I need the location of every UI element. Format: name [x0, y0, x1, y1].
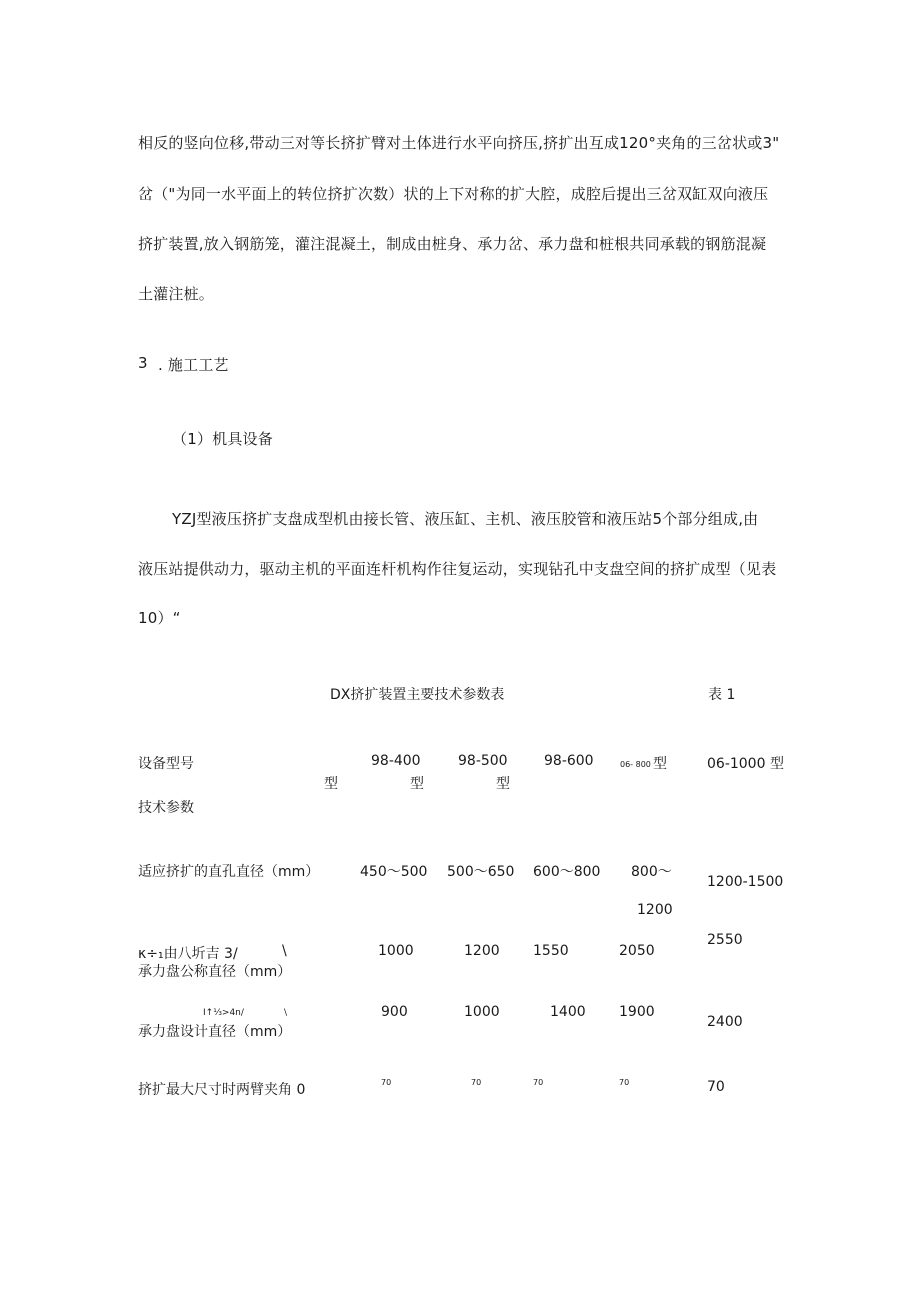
header-model-1: 98-400	[371, 753, 421, 769]
header-model-3-suffix: 型	[496, 776, 510, 792]
section-title: . 施工工艺	[158, 356, 229, 374]
header-label-model: 设备型号	[138, 756, 194, 772]
row-3-label: 承力盘设计直径（mm）	[138, 1024, 292, 1040]
header-model-5: 06-1000 型	[707, 756, 784, 772]
paragraph-2-line-2: 液压站提供动力，驱动主机的平面连杆机构作往复运动，实现钻孔中支盘空间的挤扩成型（见表	[138, 560, 777, 578]
table-caption: DX挤扩装置主要技术参数表	[330, 687, 505, 703]
header-model-4-prefix: 06- 800	[620, 760, 651, 769]
row-3-value-2: 1000	[464, 1004, 500, 1020]
row-2-garbled-mark: \	[282, 943, 287, 959]
paragraph-1-line-1: 相反的竖向位移,带动三对等长挤扩臂对土体进行水平向挤压,挤扩出互成120°夹角的三岔状或3"	[138, 134, 780, 152]
subsection-title: （1）机具设备	[172, 430, 273, 448]
row-4-value-5: 70	[707, 1079, 725, 1095]
paragraph-1-line-4: 土灌注桩。	[138, 285, 215, 303]
header-model-3: 98-600	[544, 753, 594, 769]
row-3-value-4: 1900	[619, 1004, 655, 1020]
row-4-value-3: 70	[533, 1078, 544, 1087]
row-1-value-5: 1200-1500	[707, 874, 784, 890]
paragraph-2-line-3: 10）“	[138, 609, 181, 627]
row-1-value-4-continued: 1200	[637, 902, 673, 918]
row-2-value-4: 2050	[619, 943, 655, 959]
row-3-garbled-mark: \	[284, 1008, 288, 1018]
row-2-garbled-label: κ÷₁由八圻吉 3/	[138, 946, 238, 962]
header-model-2-suffix: 型	[410, 776, 424, 792]
row-3-value-5: 2400	[707, 1014, 743, 1030]
header-model-4-suffix: 型	[653, 756, 667, 772]
row-3-value-3: 1400	[550, 1004, 586, 1020]
paragraph-1-line-3: 挤扩装置,放入钢筋笼，灌注混凝土，制成由桩身、承力岔、承力盘和桩根共同承载的钢筋混凝	[138, 235, 767, 253]
row-2-value-1: 1000	[378, 943, 414, 959]
header-model-1-suffix: 型	[324, 776, 338, 792]
header-label-params: 技术参数	[138, 800, 194, 816]
row-3-garbled-label: I↑⅓>4n/	[203, 1008, 244, 1018]
paragraph-1-line-2: 岔（"为同一水平面上的转位挤扩次数）状的上下对称的扩大腔，成腔后提出三岔双缸双向液压	[138, 185, 769, 203]
row-2-value-2: 1200	[464, 943, 500, 959]
row-4-value-1: 70	[381, 1078, 392, 1087]
row-2-value-3: 1550	[533, 943, 569, 959]
row-3-value-1: 900	[381, 1004, 408, 1020]
row-2-value-5: 2550	[707, 932, 743, 948]
row-1-value-4: 800～	[631, 864, 672, 880]
row-2-label: 承力盘公称直径（mm）	[138, 964, 292, 980]
row-1-value-3: 600～800	[533, 864, 601, 880]
row-4-value-4: 70	[619, 1078, 630, 1087]
table-number: 表 1	[708, 687, 736, 703]
row-1-value-1: 450～500	[360, 864, 428, 880]
row-4-label: 挤扩最大尺寸时两臂夹角 0	[138, 1082, 306, 1098]
section-number: 3	[138, 354, 148, 372]
row-4-value-2: 70	[471, 1078, 482, 1087]
row-1-value-2: 500～650	[447, 864, 515, 880]
row-1-label: 适应挤扩的直孔直径（mm）	[138, 864, 320, 880]
paragraph-2-line-1: YZJ型液压挤扩支盘成型机由接长管、液压缸、主机、液压胶管和液压站5个部分组成,由	[172, 510, 759, 528]
header-model-2: 98-500	[458, 753, 508, 769]
